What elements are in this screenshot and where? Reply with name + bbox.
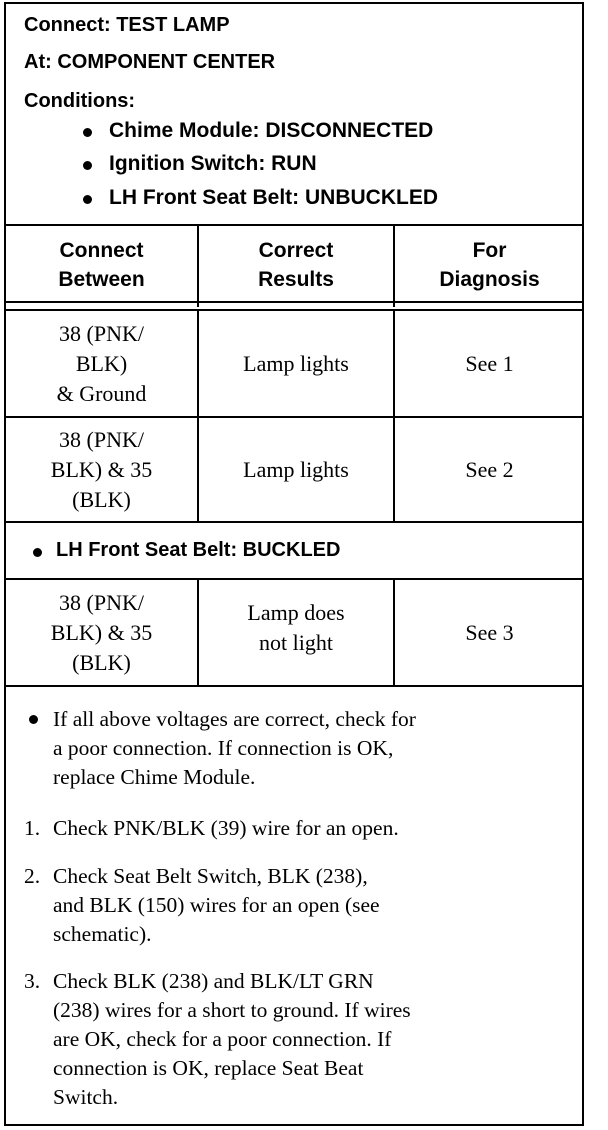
bullet-icon	[83, 128, 92, 137]
conditions-label: Conditions:	[24, 90, 136, 112]
column-header-connect-between: Connect Between	[58, 239, 145, 291]
condition-item: LH Front Seat Belt: UNBUCKLED	[109, 186, 438, 209]
condition-item: Chime Module: DISCONNECTED	[109, 119, 434, 142]
column-header-for-diagnosis: For Diagnosis	[439, 239, 540, 291]
condition-item: Ignition Switch: RUN	[109, 152, 317, 175]
divider	[6, 685, 582, 687]
note-number: 3.	[24, 969, 41, 993]
table-cell-between: 38 (PNK/ BLK) & Ground	[56, 320, 147, 406]
table-cell-between: 38 (PNK/ BLK) & 35 (BLK)	[50, 427, 153, 512]
bullet-icon	[33, 548, 42, 557]
table-cell-between: 38 (PNK/ BLK) & 35 (BLK)	[50, 590, 153, 675]
at-line: At: COMPONENT CENTER	[24, 51, 276, 73]
bullet-icon	[83, 195, 92, 204]
table-cell-diagnosis: See 3	[465, 620, 514, 645]
bullet-icon	[83, 161, 92, 170]
table-cell-result: Lamp does not light	[247, 600, 345, 655]
note-bullet: If all above voltages are correct, check for a poor connection. If connection is OK, replace Chime Module.	[53, 707, 416, 789]
bullet-icon	[29, 715, 38, 724]
condition-item-buckled: LH Front Seat Belt: BUCKLED	[56, 539, 341, 561]
divider	[6, 301, 582, 303]
connect-line: Connect: TEST LAMP	[24, 14, 230, 36]
table-cell-diagnosis: See 2	[465, 457, 514, 482]
note-item-2: Check Seat Belt Switch, BLK (238), and BLK (150) wires for an open (see schematic).	[53, 864, 380, 946]
column-header-correct-results: Correct Results	[258, 239, 334, 291]
table-cell-diagnosis: See 1	[465, 350, 514, 376]
table-cell-result: Lamp lights	[243, 350, 349, 376]
note-number: 2.	[24, 864, 41, 888]
divider	[6, 521, 582, 523]
note-number: 1.	[24, 816, 41, 840]
note-item-1: Check PNK/BLK (39) wire for an open.	[53, 816, 399, 840]
note-item-3: Check BLK (238) and BLK/LT GRN (238) wires for a short to ground. If wires are OK, check for a poor connection. If connection is OK, replace Seat Beat Switch.	[53, 969, 411, 1109]
table-cell-result: Lamp lights	[243, 457, 349, 482]
divider	[6, 224, 582, 226]
test-card	[4, 2, 584, 1126]
